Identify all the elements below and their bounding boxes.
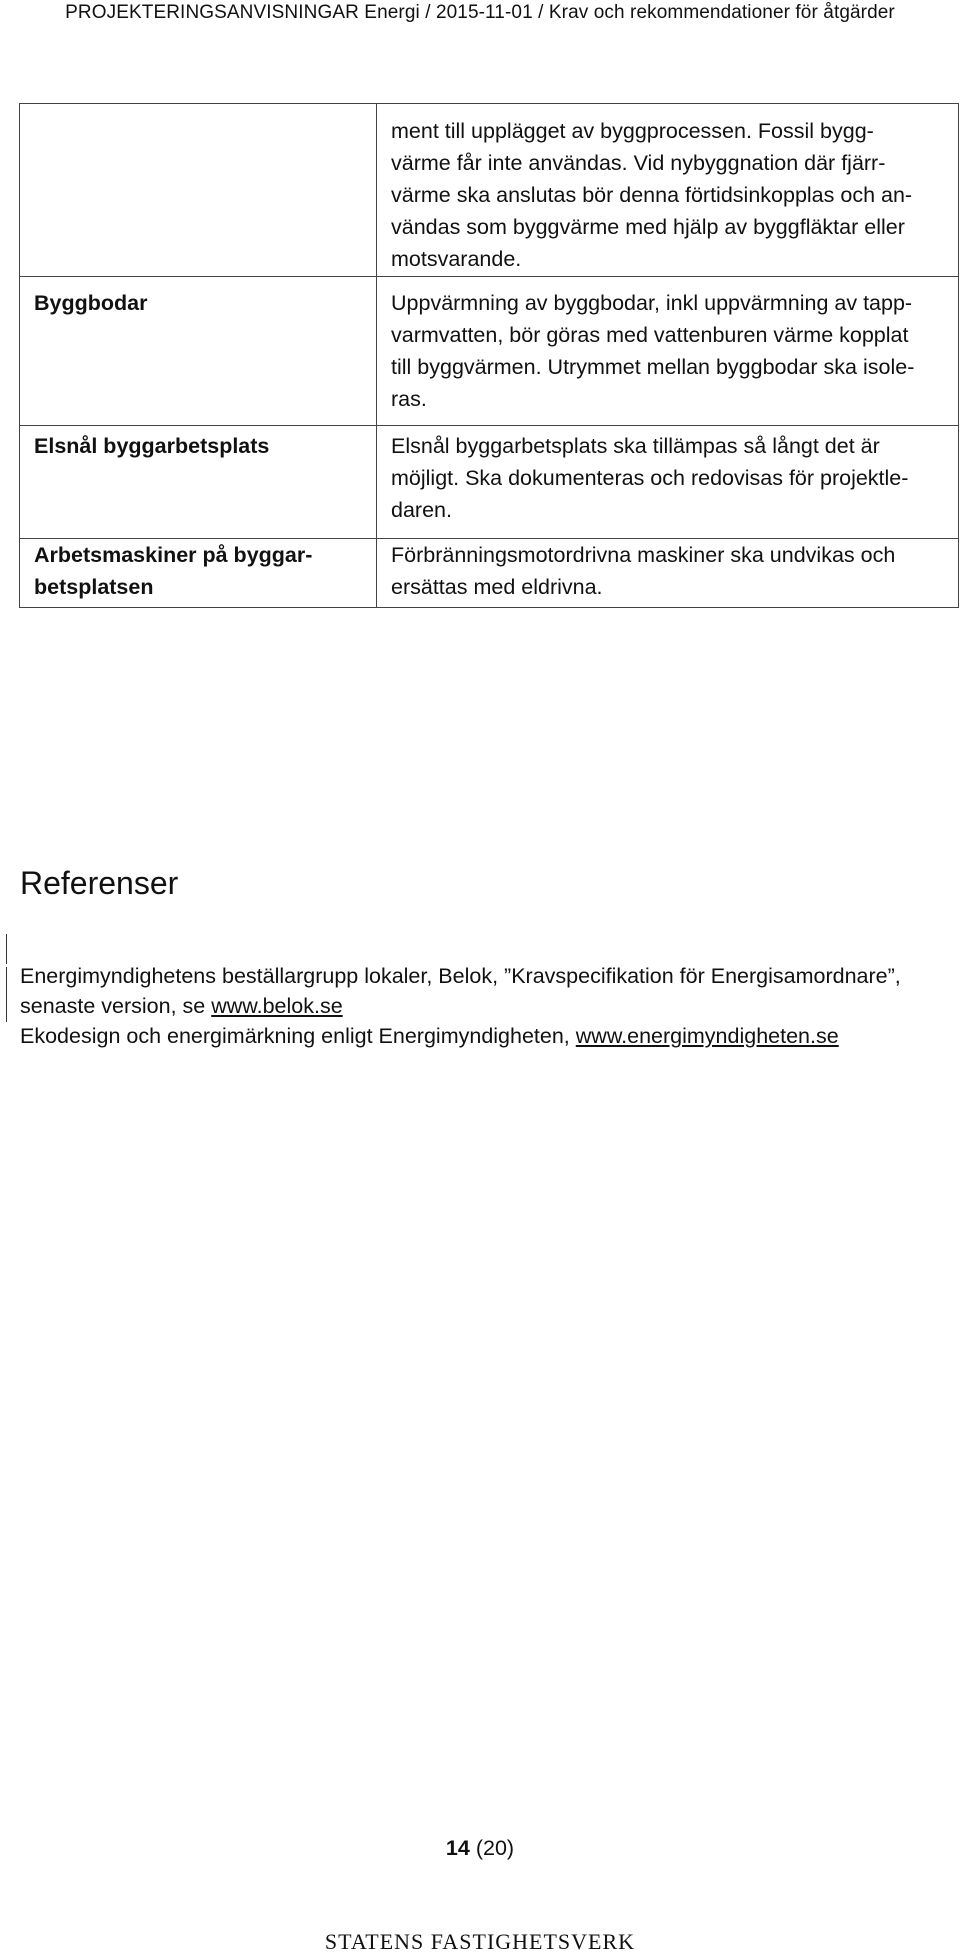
reference-text: senaste version, se xyxy=(20,994,212,1018)
row-text xyxy=(377,426,959,539)
belok-link[interactable]: www.belok.se xyxy=(211,994,343,1018)
text-line: daren. xyxy=(391,498,452,522)
text-line: möjligt. Ska dokumenteras och redovisas för projektle- xyxy=(391,466,909,490)
row-label xyxy=(20,426,377,539)
requirements-table xyxy=(19,103,959,608)
page-header: PROJEKTERINGSANVISNINGAR Energi / 2015-11-01 / Krav och rekommendationer för åtgärder xyxy=(65,2,895,23)
text-line: värme får inte användas. Vid nybyggnation där fjärr- xyxy=(391,151,886,175)
total-pages: (20) xyxy=(475,1836,515,1860)
text-line: motsvarande. xyxy=(391,247,522,271)
reference-text: Ekodesign och energimärkning enligt Energimyndigheten, xyxy=(20,1024,576,1048)
label-line: Elsnål byggarbetsplats xyxy=(34,434,270,458)
text-line: ment till upplägget av byggprocessen. Fossil bygg- xyxy=(391,119,874,143)
text-line: varmvatten, bör göras med vattenburen värme kopplat xyxy=(391,323,909,347)
page-number xyxy=(0,1836,960,1861)
current-page: 14 xyxy=(445,1836,470,1860)
reference-item xyxy=(20,1021,950,1051)
row-label xyxy=(20,539,377,608)
reference-text: Energimyndighetens beställargrupp lokaler, Belok, ”Kravspecifikation för Energisamordnare”, xyxy=(20,964,901,988)
text-line: Uppvärmning av byggbodar, inkl uppvärmning av tapp- xyxy=(391,291,913,315)
table-row-arbetsmaskiner xyxy=(20,539,959,608)
footer-logo: STATENS FASTIGHETSVERK xyxy=(324,1929,636,1954)
label-line: betsplatsen xyxy=(34,575,154,599)
references-list xyxy=(20,961,950,1051)
row-text xyxy=(377,539,959,608)
table-row-continuation xyxy=(20,104,959,277)
table-row-elsnal xyxy=(20,426,959,539)
row-label xyxy=(20,277,377,426)
text-line: ersättas med eldrivna. xyxy=(391,575,603,599)
energimyndigheten-link[interactable]: www.energimyndigheten.se xyxy=(575,1024,839,1048)
text-line: till byggvärmen. Utrymmet mellan byggbodar ska isole- xyxy=(391,355,915,379)
section-heading: Referenser xyxy=(20,865,179,901)
row-text xyxy=(377,277,959,426)
text-line: vändas som byggvärme med hjälp av byggfläktar eller xyxy=(391,215,905,239)
text-line: Förbränningsmotordrivna maskiner ska undvikas och xyxy=(391,543,896,567)
text-line: ras. xyxy=(391,387,427,411)
change-bar xyxy=(6,967,7,1022)
reference-item xyxy=(20,961,950,1021)
change-bar xyxy=(6,934,7,964)
text-line: Elsnål byggarbetsplats ska tillämpas så långt det är xyxy=(391,434,880,458)
label-line: Byggbodar xyxy=(34,291,148,315)
label-cell-empty xyxy=(20,104,377,277)
text-line: värme ska anslutas bör denna förtidsinkopplas och an- xyxy=(391,183,913,207)
table-row-byggbodar xyxy=(20,277,959,426)
label-line: Arbetsmaskiner på byggar- xyxy=(34,543,313,567)
continuation-text xyxy=(377,104,959,277)
